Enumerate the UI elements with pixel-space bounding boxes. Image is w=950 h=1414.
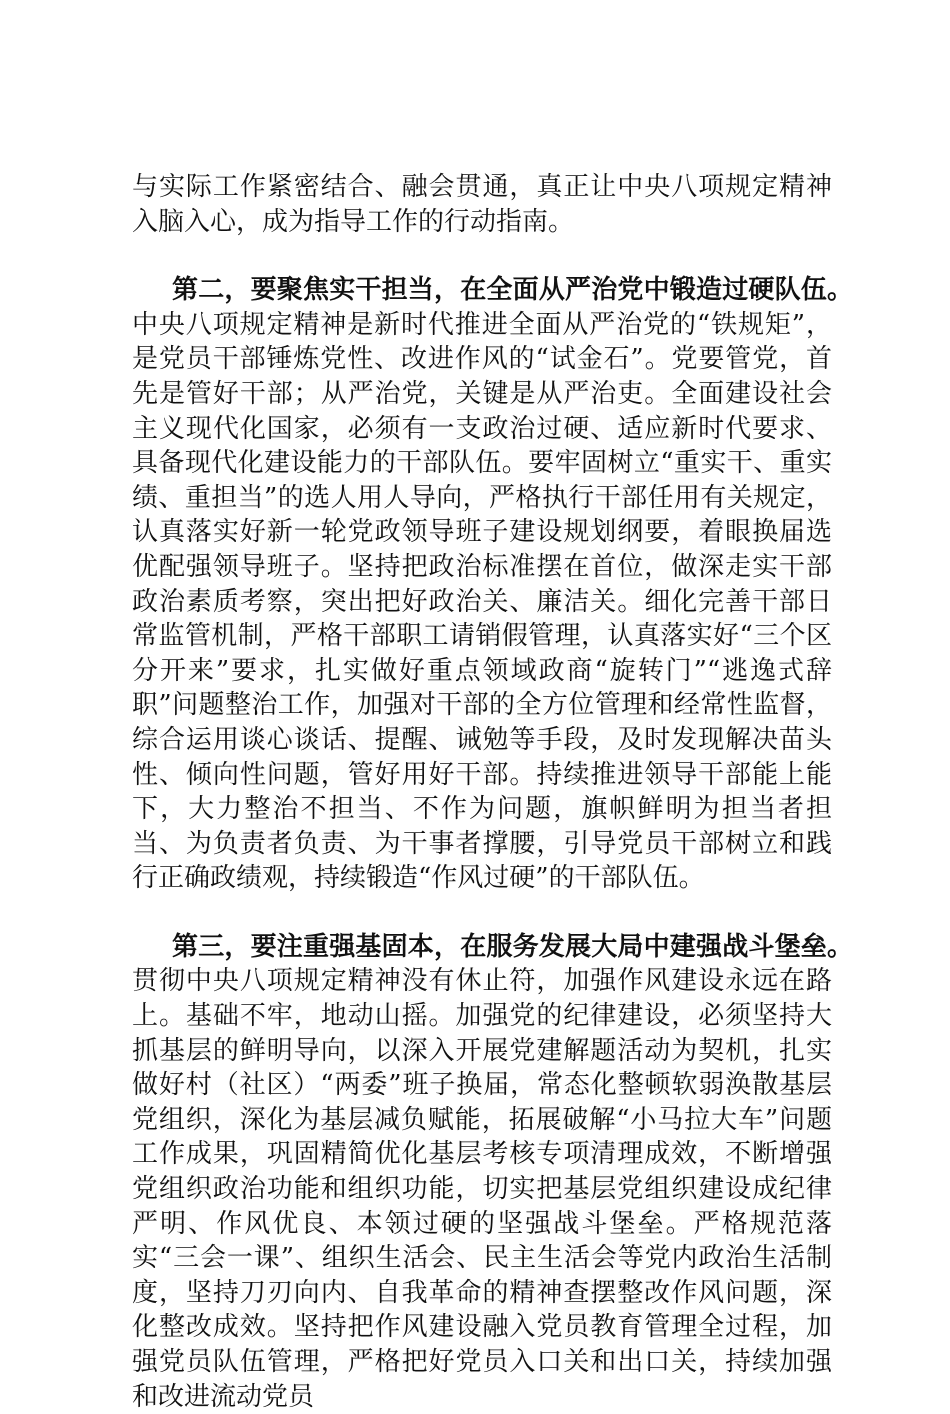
- paragraph-2-text: 中央八项规定精神是新时代推进全面从严治党的“铁规矩”，是党员干部锤炼党性、改进作风的“试金石”。党要管党，首先是管好干部；从严治党，关键是从严治吏。全面建设社会主义现代化国家，必须有一支政治过硬、适应新时代要求、具备现代化建设能力的干部队伍。要牢固树立“重实干、重实绩、重担当”的选人用人导向，严格执行干部任用有关规定，认真落实好新一轮党政领导班子建设规划纲要，着眼换届选优配强领导班子。坚持把政治标准摆在首位，做深走实干部政治素质考察，突出把好政治关、廉洁关。细化完善干部日常监管机制，严格干部职工请销假管理，认真落实好“三个区分开来”要求，扎实做好重点领域政商“旋转门”“逃逸式辞职”问题整治工作，加强对干部的全方位管理和经常性监督，综合运用谈心谈话、提醒、诫勉等手段，及时发现解决苗头性、倾向性问题，管好用好干部。持续推进领导干部能上能下，大力整治不担当、不作为问题，旗帜鲜明为担当者担当、为负责者负责、为干事者撑腰，引导党员干部树立和践行正确政绩观，持续锻造“作风过硬”的干部队伍。: [132, 309, 832, 894]
- paragraph-1: [132, 170, 832, 239]
- paragraph-3: [132, 930, 854, 1414]
- paragraph-2-heading: 第二，要聚焦实干担当，在全面从严治党中锻造过硬队伍。: [172, 275, 854, 306]
- paragraph-3-text: 贯彻中央八项规定精神没有休止符，加强作风建设永远在路上。基础不牢，地动山摇。加强党的纪律建设，必须坚持大抓基层的鲜明导向，以深入开展党建解题活动为契机，扎实做好村（社区）“两委”班子换届，常态化整顿软弱涣散基层党组织，深化为基层减负赋能，拓展破解“小马拉大车”问题工作成果，巩固精简优化基层考核专项清理成效，不断增强党组织政治功能和组织功能，切实把基层党组织建设成纪律严明、作风优良、本领过硬的坚强战斗堡垒。严格规范落实“三会一课”、组织生活会、民主生活会等党内政治生活制度，坚持刀刃向内、自我革命的精神查摆整改作风问题，深化整改成效。坚持把作风建设融入党员教育管理全过程，加强党员队伍管理，严格把好党员入口关和出口关，持续加强和改进流动党员: [132, 966, 832, 1412]
- paragraph-3-heading: 第三，要注重强基固本，在服务发展大局中建强战斗堡垒。: [172, 931, 854, 962]
- document-body: [132, 170, 854, 1414]
- paragraph-2: [132, 273, 854, 896]
- paragraph-1-text: 与实际工作紧密结合、融会贯通，真正让中央八项规定精神入脑入心，成为指导工作的行动指南。: [132, 172, 832, 237]
